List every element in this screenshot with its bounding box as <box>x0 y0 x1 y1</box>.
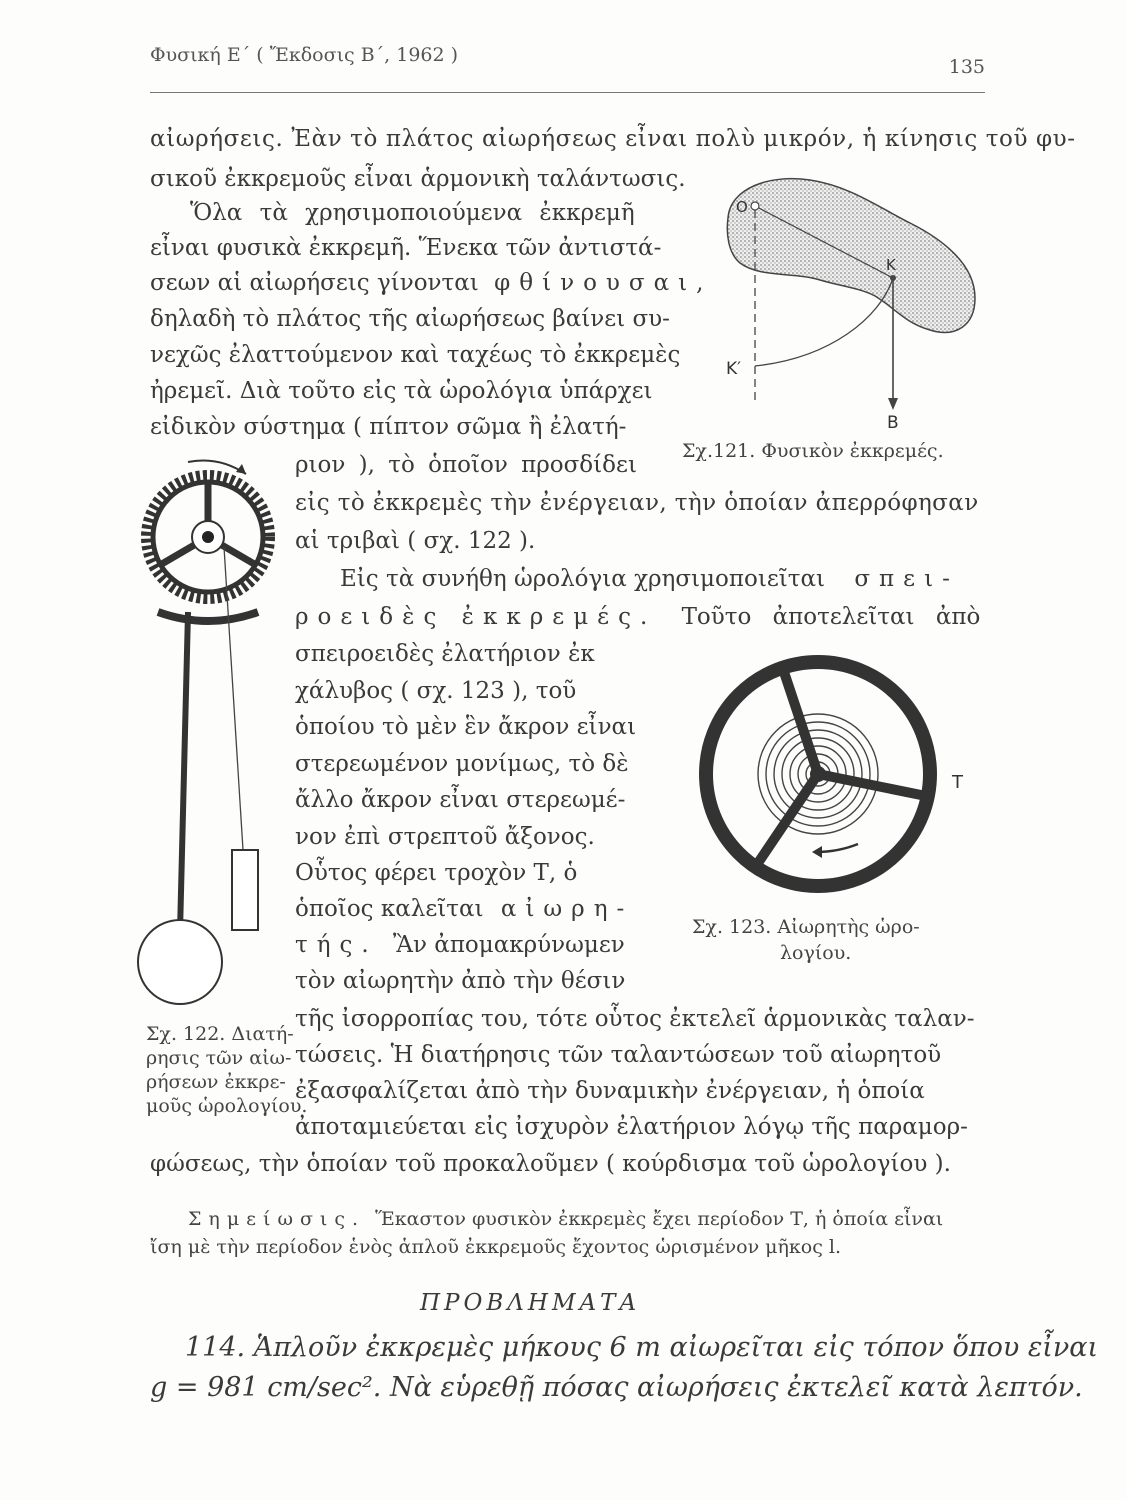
spoke <box>782 666 818 774</box>
figure-121-caption: Σχ.121. Φυσικὸν ἐκκρεμές. <box>682 440 944 462</box>
driving-weight <box>232 850 258 930</box>
body-line: ἠρεμεῖ. Διὰ τοῦτο εἰς τὰ ὡρολόγια ὑπάρχει <box>150 378 653 404</box>
body-line: εἶναι φυσικὰ ἐκκρεμῆ. Ἕνεκα τῶν ἀντιστά- <box>150 235 662 261</box>
anchor-arm <box>158 612 258 621</box>
body-line <box>150 272 712 295</box>
body-line: στερεωμένον μονίμως, τὸ δὲ <box>295 751 629 777</box>
figure-123-balance-wheel <box>688 648 968 908</box>
body-text: Εἰς τὰ συνήθη ὡρολόγια χρησιμοποιεῖται <box>340 566 826 592</box>
figure-123-caption-line: Σχ. 123. Αἰωρητὴς ὡρο- <box>692 916 920 938</box>
body-line: εἰδικὸν σύστημα ( πίπτον σῶμα ἢ ἐλατή- <box>150 414 627 440</box>
note-line: ἴση μὲ τὴν περίοδον ἑνὸς ἁπλοῦ ἐκκρεμοῦς ἔχοντος ὡρισμένον μῆκος l. <box>150 1236 842 1258</box>
direction-arrow <box>816 844 858 852</box>
figure-122-clock-escapement <box>128 452 288 1012</box>
body-text: σεων αἱ αἰωρήσεις γίνονται <box>150 270 479 296</box>
spaced-term: αἰωρη- <box>500 896 634 922</box>
body-line <box>295 898 633 921</box>
label-b: B <box>887 413 899 433</box>
figure-122-caption-line: ρησις τῶν αἰω- <box>146 1047 292 1069</box>
body-line <box>295 606 980 629</box>
weight-arrow-head <box>888 398 898 410</box>
running-head: Φυσική Ε΄ ( Ἔκδοσις Β΄, 1962 ) <box>150 44 459 66</box>
figure-123-caption-line: λογίου. <box>780 942 852 964</box>
figure-121-physical-pendulum <box>700 168 990 433</box>
body-line: χάλυβος ( σχ. 123 ), τοῦ <box>295 678 577 704</box>
spaced-term: ροειδὲς ἐκκρεμές. <box>295 604 657 630</box>
spaced-term: τής. <box>295 932 378 958</box>
body-line: τώσεις. Ἡ διατήρησις τῶν ταλαντώσεων τοῦ αἰωρητοῦ <box>295 1042 942 1068</box>
body-line: Οὗτος φέρει τροχὸν Τ, ὁ <box>295 860 578 886</box>
pendulum-bob <box>138 920 222 1004</box>
body-line: νον ἐπὶ στρεπτοῦ ἄξονος. <box>295 824 595 850</box>
body-line: νεχῶς ἐλαττούμενον καὶ ταχέως τὸ ἐκκρεμὲς <box>150 342 681 368</box>
escape-wheel <box>146 475 270 599</box>
note-heading: Σημείωσις. <box>188 1208 366 1230</box>
pendulum-rod <box>180 612 188 932</box>
body-line: τὸν αἰωρητὴν ἀπὸ τὴν θέσιν <box>295 968 626 994</box>
problems-title: ΠΡΟΒΛΗΜΑΤΑ <box>420 1290 641 1316</box>
spoke <box>756 774 818 866</box>
body-line: αἰωρήσεις. Ἐὰν τὸ πλάτος αἰωρήσεως εἶναι πολὺ μικρόν, ἡ κίνησις τοῦ φυ- <box>150 126 1076 152</box>
body-text: Ἂν ἀπομακρύνωμεν <box>393 932 625 958</box>
body-line: ριον ), τὸ ὁποῖον προσδίδει <box>295 452 637 478</box>
body-line: δηλαδὴ τὸ πλάτος τῆς αἰωρήσεως βαίνει συ- <box>150 306 670 332</box>
figure-122-caption-line: ρήσεων ἐκκρε- <box>146 1071 286 1093</box>
body-line <box>295 934 625 957</box>
body-line: φώσεως, τὴν ὁποίαν τοῦ προκαλοῦμεν ( κούρδισμα τοῦ ὡρολογίου ). <box>150 1151 951 1177</box>
body-line: σικοῦ ἐκκρεμοῦς εἶναι ἁρμονικὴ ταλάντωσις. <box>150 166 686 192</box>
figure-122-caption-line: Σχ. 122. Διατή- <box>146 1023 294 1045</box>
note-line <box>188 1210 943 1229</box>
label-k-prime: K′ <box>726 359 742 379</box>
body-line: αἱ τριβαὶ ( σχ. 122 ). <box>295 528 536 554</box>
spaced-term: σπει- <box>854 566 959 592</box>
body-text: Τοῦτο ἀποτελεῖται ἀπὸ <box>681 604 981 630</box>
problem-114-line: g = 981 cm/sec². Νὰ εὑρεθῇ πόσας αἰωρήσεις ἐκτελεῖ κατὰ λεπτόν. <box>150 1372 1083 1403</box>
direction-arrow-head <box>812 846 822 858</box>
body-line: Ὅλα τὰ χρησιμοποιούμενα ἐκκρεμῆ <box>190 200 635 226</box>
body-line: ἀποταμιεύεται εἰς ἰσχυρὸν ἐλατήριον λόγῳ τῆς παραμορ- <box>295 1114 968 1140</box>
pivot-point <box>751 202 759 210</box>
label-o: O <box>736 198 748 216</box>
spaced-term: φθίνουσαι, <box>494 270 713 296</box>
page-number: 135 <box>948 56 985 78</box>
body-line: εἰς τὸ ἐκκρεμὲς τὴν ἐνέργειαν, τὴν ὁποίαν ἀπερρόφησαν <box>295 490 979 516</box>
body-line: ἄλλο ἄκρον εἶναι στερεωμέ- <box>295 787 626 813</box>
axle <box>810 766 826 782</box>
note-text: Ἕκαστον φυσικὸν ἐκκρεμὲς ἔχει περίοδον Τ, ἡ ὁποία εἶναι <box>375 1208 944 1230</box>
header-rule <box>150 92 985 93</box>
body-line: σπειροειδὲς ἐλατήριον ἐκ <box>295 641 595 667</box>
label-t: T <box>952 772 963 793</box>
body-line: ἐξασφαλίζεται ἀπὸ τὴν δυναμικὴν ἐνέργειαν, ἡ ὁποία <box>295 1078 925 1104</box>
body-line: τῆς ἰσορροπίας του, τότε οὗτος ἐκτελεῖ ἁρμονικὰς ταλαν- <box>295 1006 975 1032</box>
problem-114-line: 114. Ἁπλοῦν ἐκκρεμὲς μήκους 6 m αἰωρεῖται εἰς τόπον ὅπου εἶναι <box>185 1332 1099 1363</box>
body-line <box>340 568 959 591</box>
label-k: K <box>886 256 896 274</box>
figure-122-caption-line: μοῦς ὡρολογίου. <box>146 1095 308 1117</box>
body-line: ὁποίου τὸ μὲν ἓν ἄκρον εἶναι <box>295 714 637 740</box>
body-text: ὁποῖος καλεῖται <box>295 896 484 922</box>
